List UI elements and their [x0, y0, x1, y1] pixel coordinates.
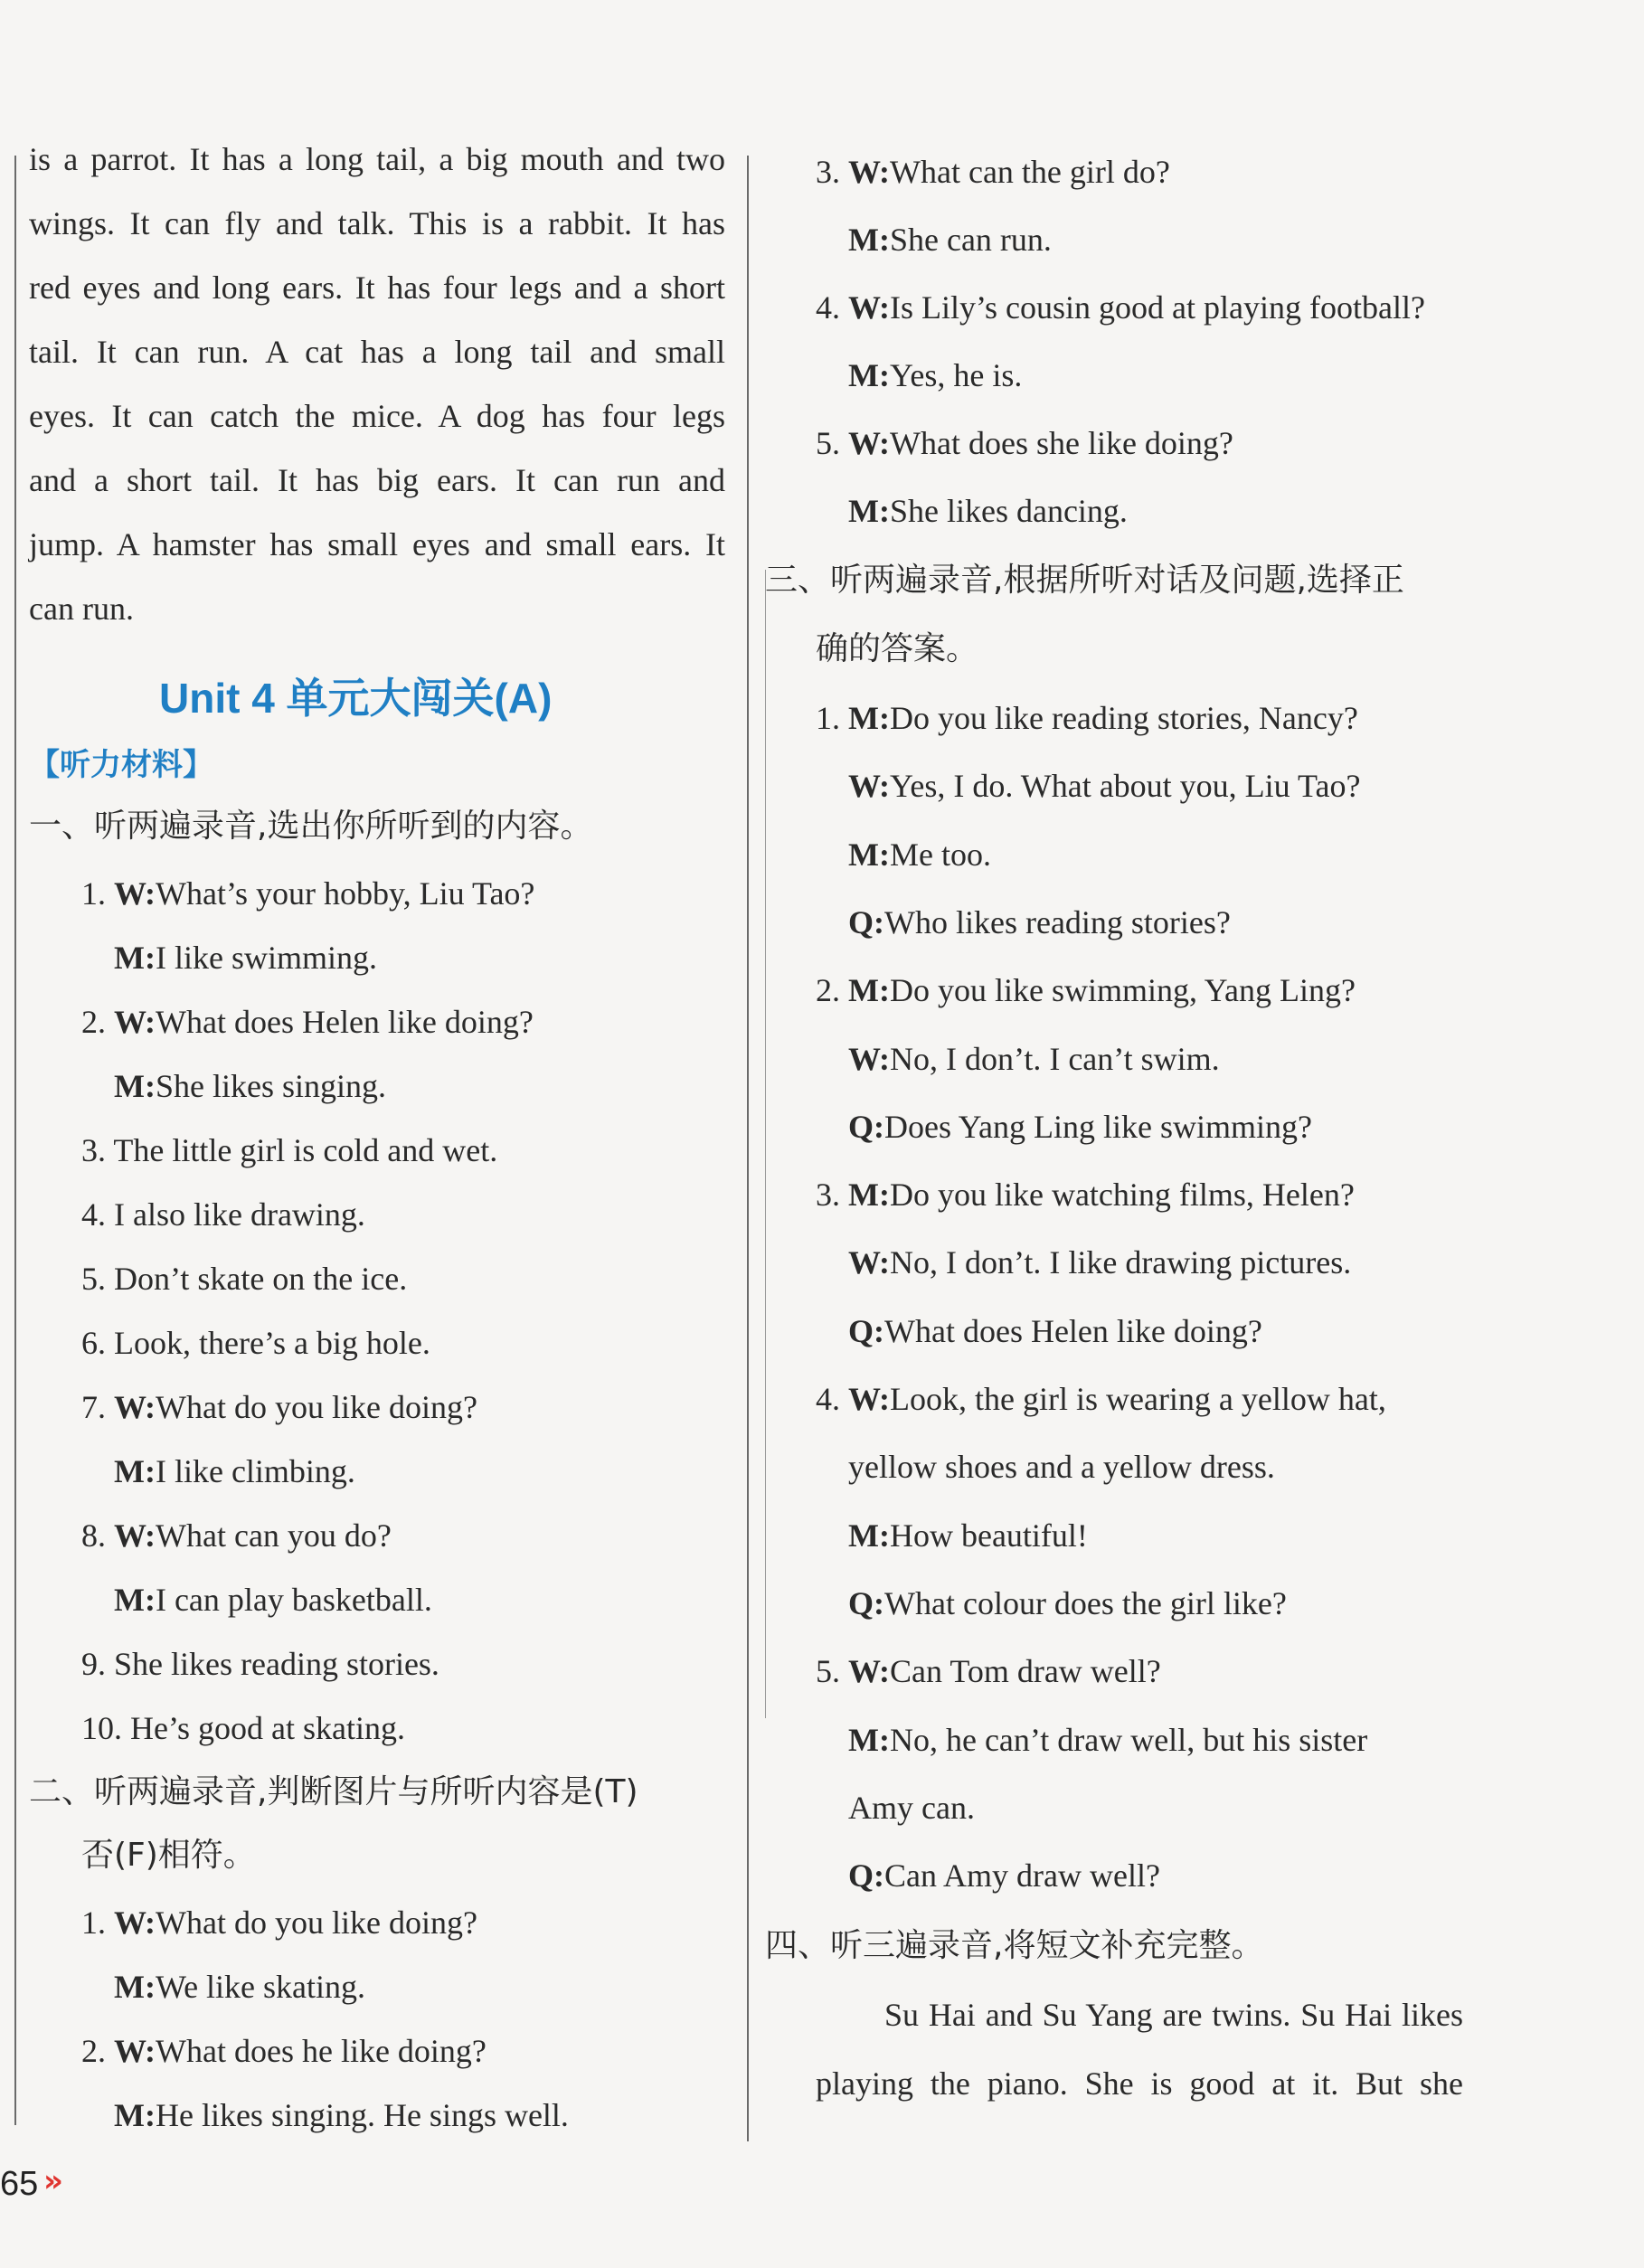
section3-line — [848, 1516, 1088, 1555]
section3-heading-line1: 三、听两遍录音,根据所听对话及问题,选择正 — [765, 562, 1404, 599]
dialogue-text: What can you do? — [156, 1517, 392, 1554]
section4-paragraph-line2-text: playing the piano. She is good at it. But she — [816, 2065, 1463, 2102]
column-divider — [747, 156, 749, 2141]
dialogue-text: Is Lily’s cousin good at playing football? — [890, 289, 1425, 326]
speaker-label: M: — [848, 1177, 890, 1214]
section1-line — [81, 1130, 497, 1170]
dialogue-text: Does Yang Ling like swimming? — [884, 1108, 1312, 1145]
item-number: 4. — [816, 289, 848, 326]
paragraph-line — [29, 524, 725, 564]
item-number: 3. — [816, 154, 848, 190]
section1-line — [81, 1195, 365, 1234]
dialogue-text: We like skating. — [155, 1969, 366, 2005]
paragraph-line-text: jump. A hamster has small eyes and small ears. It — [29, 526, 725, 562]
section1-line — [114, 1580, 432, 1620]
dialogue-text: What do you like doing? — [156, 1389, 477, 1425]
paragraph-line — [29, 460, 725, 500]
section2-continued-line — [816, 152, 1170, 192]
page-number: 65 — [0, 2165, 39, 2203]
section4-paragraph-line2 — [816, 2064, 1463, 2103]
paragraph-line-text: wings. It can fly and talk. This is a rabbit. It has — [29, 205, 725, 241]
item-number: 9. — [81, 1646, 114, 1682]
section3-line — [848, 1311, 1262, 1351]
section1-line — [81, 1387, 477, 1427]
dialogue-text: No, I don’t. I like drawing pictures. — [890, 1244, 1352, 1281]
section1-line — [114, 938, 377, 978]
section2-line — [81, 1903, 477, 1942]
dialogue-text: No, he can’t draw well, but his sister — [889, 1721, 1368, 1758]
dialogue-text: Yes, I do. What about you, Liu Tao? — [890, 768, 1361, 805]
paragraph-line-text: eyes. It can catch the mice. A dog has four legs — [29, 398, 725, 434]
speaker-label: W: — [114, 1517, 156, 1554]
paragraph-line-text: red eyes and long ears. It has four legs and a short — [29, 269, 725, 306]
section3-line — [816, 698, 1358, 738]
dialogue-text: Do you like swimming, Yang Ling? — [889, 972, 1356, 1009]
dialogue-text: She likes singing. — [155, 1068, 386, 1104]
speaker-label: M: — [848, 493, 890, 529]
item-number: 4. — [816, 1381, 848, 1417]
speaker-label: M: — [114, 1068, 156, 1104]
item-number: 1. — [81, 875, 114, 912]
section1-heading: 一、听两遍录音,选出你所听到的内容。 — [29, 808, 593, 845]
section3-heading-line2: 确的答案。 — [816, 630, 979, 667]
item-number: 4. — [81, 1196, 114, 1233]
dialogue-text: Don’t skate on the ice. — [114, 1261, 408, 1297]
dialogue-text: What does Helen like doing? — [884, 1312, 1262, 1349]
section1-line — [81, 1002, 534, 1042]
speaker-label: W: — [848, 768, 891, 805]
dialogue-text: Who likes reading stories? — [884, 903, 1231, 940]
dialogue-text: What do you like doing? — [156, 1904, 477, 1941]
right-column-left-rule — [765, 570, 766, 1718]
section1-line — [81, 1644, 439, 1684]
section2-continued-line — [848, 355, 1022, 395]
dialogue-text: Look, the girl is wearing a yellow hat, — [890, 1381, 1386, 1417]
dialogue-text: Can Amy draw well? — [884, 1857, 1160, 1895]
section1-line — [81, 1516, 392, 1555]
paragraph-line — [29, 396, 725, 436]
speaker-label: Q: — [848, 903, 884, 940]
section3-line — [848, 1720, 1367, 1760]
speaker-label: Q: — [848, 1312, 884, 1349]
dialogue-text: What does Helen like doing? — [156, 1004, 534, 1040]
section3-line — [848, 835, 991, 874]
section3-line — [816, 1175, 1355, 1214]
speaker-label: W: — [114, 875, 156, 912]
section3-line — [848, 1856, 1160, 1895]
section1-line — [81, 874, 534, 913]
listening-material-label: 【听力材料】 — [29, 747, 213, 783]
item-number: 3. — [81, 1132, 114, 1168]
speaker-label: W: — [848, 1244, 891, 1281]
section3-line — [848, 902, 1231, 942]
speaker-label: M: — [848, 972, 890, 1009]
paragraph-line — [29, 139, 725, 179]
paragraph-line-text: and a short tail. It has big ears. It can run and — [29, 462, 725, 498]
item-number: 5. — [816, 425, 848, 461]
section2-line — [114, 2095, 569, 2135]
dialogue-text: She likes reading stories. — [114, 1646, 439, 1682]
section4-paragraph-line1 — [884, 1995, 1463, 2035]
paragraph-line-text: is a parrot. It has a long tail, a big mouth and two — [29, 141, 725, 177]
section1-line — [81, 1259, 407, 1299]
item-number: 10. — [81, 1710, 130, 1746]
section3-line — [816, 970, 1356, 1010]
dialogue-text: Do you like watching films, Helen? — [889, 1177, 1355, 1214]
dialogue-text: No, I don’t. I can’t swim. — [890, 1040, 1220, 1077]
dialogue-text: Yes, he is. — [889, 357, 1023, 393]
speaker-label: W: — [848, 289, 891, 326]
speaker-label: W: — [114, 2033, 156, 2069]
speaker-label: W: — [848, 154, 891, 190]
section3-line — [848, 1243, 1351, 1282]
speaker-label: M: — [114, 1582, 156, 1618]
section1-line — [114, 1451, 355, 1491]
item-number: 8. — [81, 1517, 114, 1554]
item-number: 1. — [816, 700, 848, 736]
dialogue-text: I also like drawing. — [114, 1196, 365, 1233]
section1-line — [114, 1066, 386, 1106]
speaker-label: W: — [848, 1381, 891, 1417]
speaker-label: W: — [848, 1653, 891, 1690]
item-number: 6. — [81, 1325, 114, 1361]
speaker-label: W: — [848, 425, 891, 461]
speaker-label: W: — [114, 1904, 156, 1941]
speaker-label: M: — [114, 1453, 156, 1489]
section4-heading: 四、听三遍录音,将短文补充完整。 — [765, 1927, 1264, 1964]
speaker-label: M: — [848, 836, 890, 873]
section2-continued-line — [848, 491, 1128, 531]
dialogue-text: Do you like reading stories, Nancy? — [889, 700, 1358, 736]
section3-line — [816, 1651, 1161, 1691]
paragraph-line — [29, 332, 725, 372]
speaker-label: M: — [848, 357, 890, 393]
section2-continued-line — [816, 423, 1233, 463]
speaker-label: Q: — [848, 1857, 884, 1895]
section2-line — [114, 1967, 365, 2007]
item-number: 5. — [816, 1653, 848, 1690]
dialogue-text: I can play basketball. — [155, 1582, 432, 1618]
dialogue-text: I like swimming. — [155, 940, 377, 976]
dialogue-text: She likes dancing. — [889, 493, 1128, 529]
speaker-label: M: — [114, 1969, 156, 2005]
dialogue-text: The little girl is cold and wet. — [113, 1132, 498, 1168]
speaker-label: W: — [848, 1040, 891, 1077]
dialogue-text: He’s good at skating. — [130, 1710, 405, 1746]
section1-line — [81, 1708, 405, 1748]
section1-line — [81, 1323, 430, 1363]
page-arrows-icon: » — [43, 2163, 63, 2199]
unit-title: Unit 4 单元大闯关(A) — [159, 675, 553, 722]
dialogue-text: How beautiful! — [889, 1517, 1088, 1554]
section3-line — [848, 1039, 1220, 1079]
dialogue-text: Amy can. — [848, 1789, 975, 1826]
section3-line — [848, 1583, 1287, 1623]
paragraph-line — [29, 589, 134, 628]
section3-line — [848, 1107, 1312, 1147]
dialogue-text: I like climbing. — [155, 1453, 355, 1489]
speaker-label: M: — [114, 940, 156, 976]
item-number: 2. — [81, 2033, 114, 2069]
paragraph-line — [29, 203, 725, 243]
dialogue-text: What can the girl do? — [890, 154, 1170, 190]
item-number: 2. — [81, 1004, 114, 1040]
dialogue-text: What’s your hobby, Liu Tao? — [156, 875, 535, 912]
paragraph-line — [29, 268, 725, 307]
section2-line — [81, 2031, 487, 2071]
section2-heading-line2: 否(F)相符。 — [81, 1837, 256, 1874]
section3-line — [848, 1788, 975, 1828]
item-number: 1. — [81, 1904, 114, 1941]
speaker-label: M: — [848, 1721, 890, 1758]
speaker-label: M: — [848, 700, 890, 736]
section2-heading-line1: 二、听两遍录音,判断图片与所听内容是(T) — [29, 1773, 638, 1810]
speaker-label: Q: — [848, 1584, 884, 1621]
section3-line — [848, 1447, 1275, 1487]
dialogue-text: Look, there’s a big hole. — [114, 1325, 430, 1361]
speaker-label: M: — [848, 222, 890, 258]
dialogue-text: He likes singing. He sings well. — [155, 2097, 569, 2133]
section3-line — [816, 1379, 1386, 1419]
dialogue-text: Me too. — [889, 836, 991, 873]
paragraph-line-text: tail. It can run. A cat has a long tail and small — [29, 334, 725, 370]
dialogue-text: yellow shoes and a yellow dress. — [848, 1449, 1275, 1486]
dialogue-text: Can Tom draw well? — [890, 1653, 1161, 1690]
dialogue-text: She can run. — [889, 222, 1052, 258]
item-number: 2. — [816, 972, 848, 1009]
section3-line — [848, 766, 1360, 806]
item-number: 3. — [816, 1177, 848, 1214]
left-margin-line — [14, 156, 16, 2125]
speaker-label: Q: — [848, 1108, 884, 1145]
speaker-label: W: — [114, 1389, 156, 1425]
speaker-label: W: — [114, 1004, 156, 1040]
section2-continued-line — [848, 220, 1052, 260]
speaker-label: M: — [848, 1517, 890, 1554]
item-number: 5. — [81, 1261, 114, 1297]
speaker-label: M: — [114, 2097, 156, 2133]
section4-paragraph-line1-text: Su Hai and Su Yang are twins. Su Hai likes — [884, 1997, 1463, 2033]
item-number: 7. — [81, 1389, 114, 1425]
dialogue-text: What does she like doing? — [890, 425, 1233, 461]
dialogue-text: What does he like doing? — [156, 2033, 487, 2069]
paragraph-line-text: can run. — [29, 591, 134, 627]
section2-continued-line — [816, 288, 1425, 327]
dialogue-text: What colour does the girl like? — [884, 1584, 1287, 1621]
